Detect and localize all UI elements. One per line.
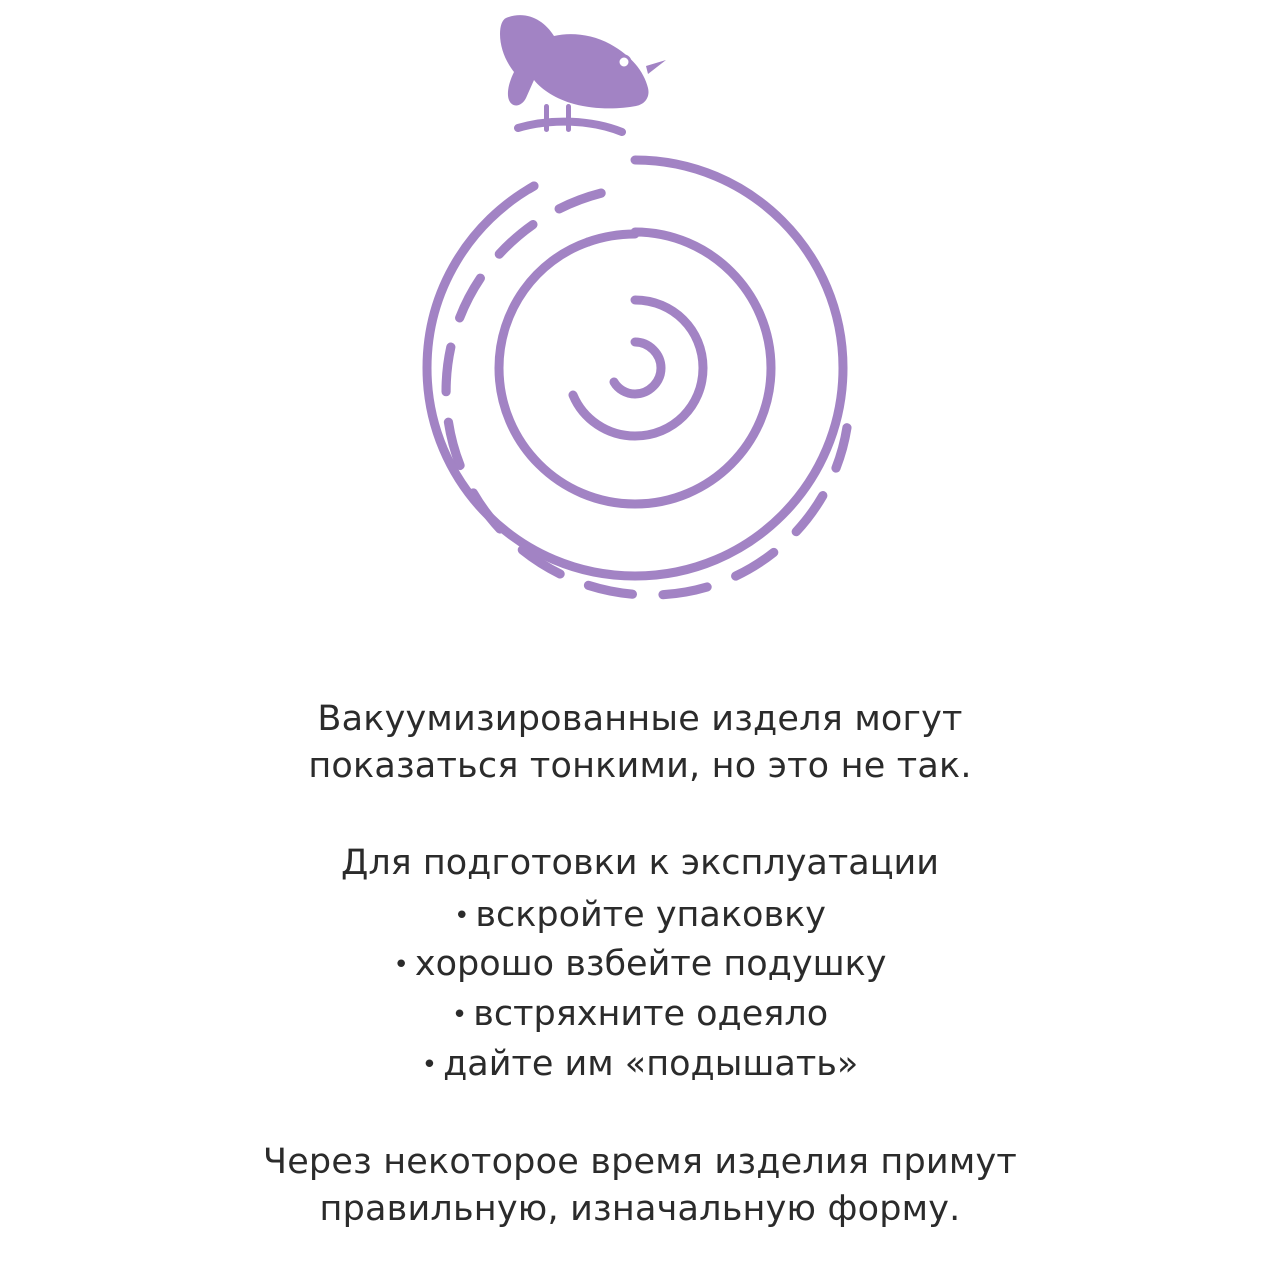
spacer-bottom (90, 1089, 1190, 1139)
list-item (90, 891, 1190, 941)
list-item (90, 940, 1190, 990)
bird-eye-icon (618, 56, 630, 68)
list-item-label: дайте им «подышать» (443, 1043, 859, 1084)
steps-list (90, 891, 1190, 1090)
closing-paragraph: Через некоторое время изделия примут правильную, изначальную форму. (263, 1142, 1017, 1229)
dashed-spiral-icon (427, 160, 847, 595)
bird-silhouette-icon (500, 15, 666, 132)
spacer-top (90, 789, 1190, 841)
bullet-icon: • (454, 900, 470, 931)
list-item (90, 1040, 1190, 1090)
list-item (90, 990, 1190, 1040)
intro-paragraph: Вакуумизированные изделя могут показаться тонкими, но это не так. (308, 699, 972, 786)
text-content (90, 696, 1190, 1232)
list-item-label: встряхните одеяло (473, 993, 829, 1034)
bullet-icon: • (393, 950, 409, 981)
bird-on-spiral-icon (330, 0, 950, 660)
instruction-heading: Для подготовки к эксплуатации (340, 843, 940, 884)
bullet-icon: • (451, 999, 468, 1030)
list-item-label: хорошо взбейте подушку (414, 944, 887, 985)
bullet-icon: • (421, 1049, 438, 1080)
list-item-label: вскройте упаковку (475, 894, 826, 935)
